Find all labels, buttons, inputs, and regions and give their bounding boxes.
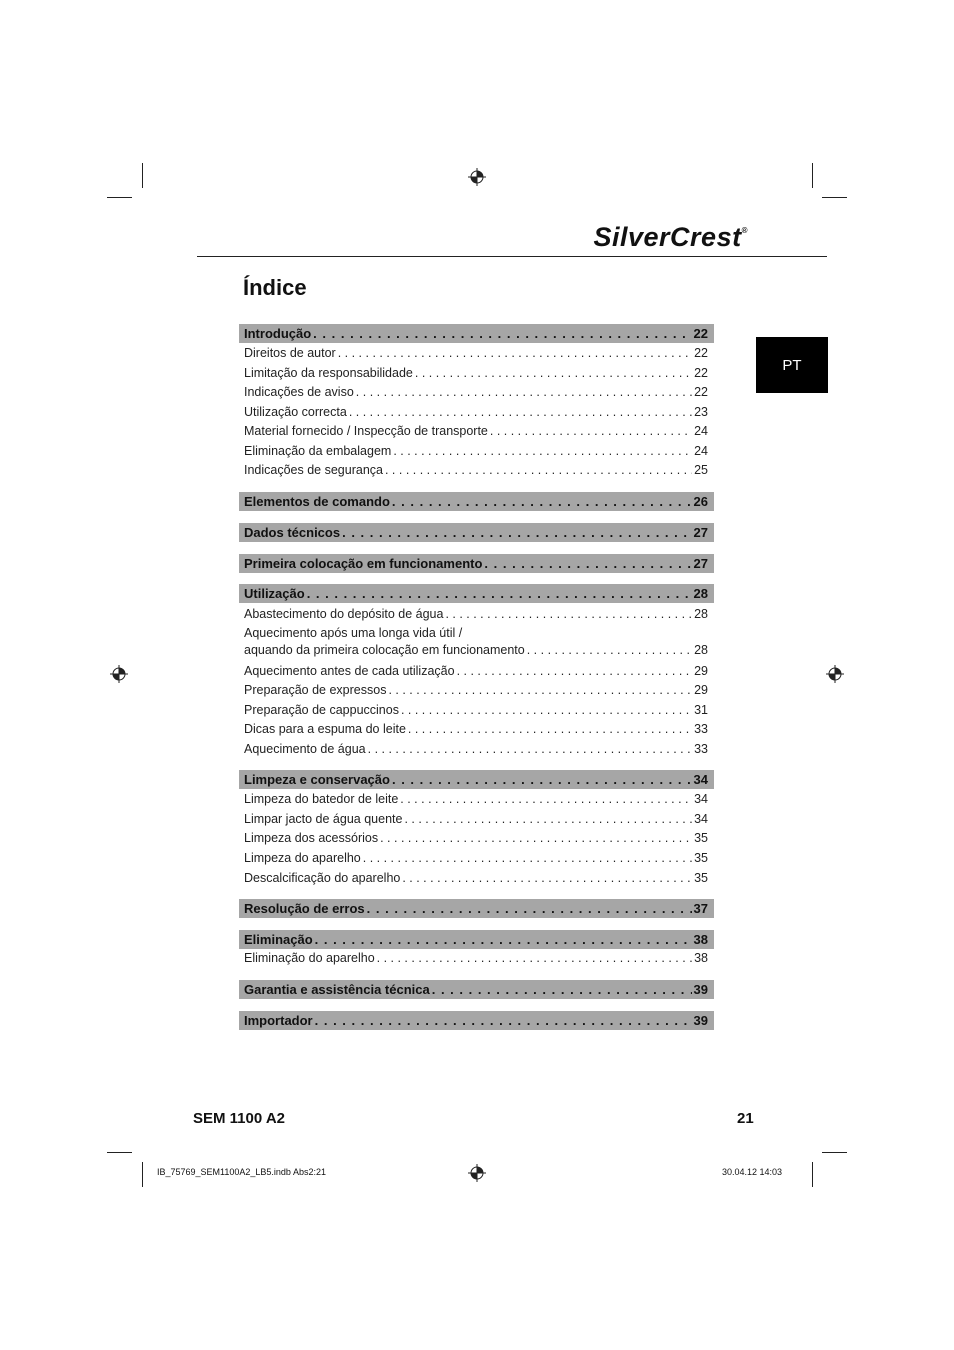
model-number: SEM 1100 A2 bbox=[193, 1110, 285, 1127]
toc-leader-dots bbox=[315, 1013, 692, 1028]
toc-leader-dots bbox=[313, 326, 691, 341]
crop-mark bbox=[107, 197, 132, 198]
crop-mark bbox=[812, 1162, 813, 1187]
toc-leader-dots bbox=[527, 643, 692, 657]
toc-label: Utilização correcta bbox=[244, 405, 347, 419]
page-number: 21 bbox=[737, 1110, 754, 1127]
toc-page-number: 28 bbox=[694, 643, 708, 657]
toc-leader-dots bbox=[307, 586, 692, 601]
toc-page-number: 26 bbox=[693, 494, 708, 509]
toc-label: Material fornecido / Inspecção de transporte bbox=[244, 424, 488, 438]
toc-label: Limitação da responsabilidade bbox=[244, 366, 413, 380]
toc-label: Eliminação da embalagem bbox=[244, 444, 392, 458]
crop-mark bbox=[142, 1162, 143, 1187]
page-title: Índice bbox=[243, 275, 307, 300]
toc-page-number: 38 bbox=[694, 951, 708, 965]
toc-page-number: 35 bbox=[694, 871, 708, 885]
print-date-info: 30.04.12 14:03 bbox=[722, 1167, 783, 1177]
toc-page-number: 39 bbox=[693, 982, 708, 997]
toc-entry-label-line: Aquecimento após uma longa vida útil / bbox=[244, 626, 463, 640]
toc-entry-row bbox=[239, 683, 714, 701]
toc-label: Resolução de erros bbox=[244, 901, 365, 916]
toc-leader-dots bbox=[402, 871, 692, 885]
toc-page-number: 28 bbox=[693, 586, 708, 601]
toc-section-row bbox=[239, 554, 714, 573]
toc-entry-row bbox=[239, 792, 714, 810]
toc-page-number: 33 bbox=[694, 722, 708, 736]
toc-label: Limpeza do batedor de leite bbox=[244, 792, 399, 806]
toc-entry-row bbox=[239, 643, 714, 661]
toc-leader-dots bbox=[393, 444, 692, 458]
toc-page-number: 29 bbox=[694, 664, 708, 678]
toc-leader-dots bbox=[363, 851, 692, 865]
registration-mark-icon bbox=[826, 665, 844, 683]
toc-page-number: 27 bbox=[693, 525, 708, 540]
toc-page-number: 22 bbox=[693, 326, 708, 341]
toc-label: Importador bbox=[244, 1013, 313, 1028]
toc-entry-row bbox=[239, 871, 714, 889]
toc-label: Elementos de comando bbox=[244, 494, 390, 509]
toc-entry-row bbox=[239, 951, 714, 969]
toc-entry-row bbox=[239, 851, 714, 869]
toc-leader-dots bbox=[385, 463, 692, 477]
toc-page-number: 34 bbox=[694, 812, 708, 826]
toc-leader-dots bbox=[415, 366, 692, 380]
toc-entry-row bbox=[239, 385, 714, 403]
toc-page-number: 34 bbox=[694, 792, 708, 806]
toc-label: Indicações de aviso bbox=[244, 385, 354, 399]
toc-section-row bbox=[239, 980, 714, 999]
toc-label: Introdução bbox=[244, 326, 312, 341]
crop-mark bbox=[822, 197, 847, 198]
toc-label: Aquecimento de água bbox=[244, 742, 366, 756]
toc-label: Aquecimento antes de cada utilização bbox=[244, 664, 455, 678]
toc-page-number: 25 bbox=[694, 463, 708, 477]
toc-entry-row bbox=[239, 703, 714, 721]
toc-entry-row bbox=[239, 722, 714, 740]
toc-leader-dots bbox=[401, 703, 692, 717]
toc-entry-row bbox=[239, 424, 714, 442]
toc-page-number: 34 bbox=[693, 772, 708, 787]
toc-leader-dots bbox=[392, 494, 692, 509]
toc-leader-dots bbox=[367, 901, 692, 916]
toc-leader-dots bbox=[457, 664, 693, 678]
toc-section-row bbox=[239, 930, 714, 949]
crop-mark bbox=[812, 163, 813, 188]
toc-entry-row bbox=[239, 742, 714, 760]
crop-mark bbox=[142, 163, 143, 188]
brand-logo bbox=[594, 222, 749, 253]
registration-mark-icon bbox=[468, 168, 486, 186]
toc-section-row bbox=[239, 324, 714, 343]
toc-leader-dots bbox=[377, 951, 692, 965]
toc-label: Dados técnicos bbox=[244, 525, 341, 540]
toc-label: Limpeza dos acessórios bbox=[244, 831, 379, 845]
toc-page-number: 31 bbox=[694, 703, 708, 717]
toc-page-number: 33 bbox=[694, 742, 708, 756]
toc-leader-dots bbox=[490, 424, 692, 438]
toc-entry-row bbox=[239, 366, 714, 384]
toc-entry-row bbox=[239, 463, 714, 481]
toc-page-number: 23 bbox=[694, 405, 708, 419]
toc-page-number: 28 bbox=[694, 607, 708, 621]
toc-entry-row bbox=[239, 812, 714, 830]
toc-leader-dots bbox=[349, 405, 692, 419]
toc-entry-row bbox=[239, 405, 714, 423]
toc-label: Garantia e assistência técnica bbox=[244, 982, 430, 997]
toc-leader-dots bbox=[432, 982, 692, 997]
crop-mark bbox=[822, 1152, 847, 1153]
toc-section-row bbox=[239, 899, 714, 918]
language-tab: PT bbox=[756, 337, 828, 393]
toc-page-number: 35 bbox=[694, 831, 708, 845]
toc-entry-row bbox=[239, 607, 714, 625]
print-file-info: IB_75769_SEM1100A2_LB5.indb Abs2:21 bbox=[157, 1167, 326, 1177]
toc-leader-dots bbox=[315, 932, 692, 947]
toc-leader-dots bbox=[392, 772, 692, 787]
toc-page-number: 38 bbox=[693, 932, 708, 947]
toc-label: Limpar jacto de água quente bbox=[244, 812, 403, 826]
brand-name: SilverCrest bbox=[593, 222, 742, 252]
toc-leader-dots bbox=[368, 742, 692, 756]
toc-leader-dots bbox=[445, 607, 692, 621]
toc-label: Eliminação bbox=[244, 932, 313, 947]
toc-section-row bbox=[239, 523, 714, 542]
toc-leader-dots bbox=[356, 385, 692, 399]
toc-page-number: 29 bbox=[694, 683, 708, 697]
crop-mark bbox=[107, 1152, 132, 1153]
toc-page-number: 22 bbox=[694, 346, 708, 360]
toc-leader-dots bbox=[408, 722, 692, 736]
trademark-symbol: ® bbox=[741, 226, 748, 235]
toc-leader-dots bbox=[484, 556, 691, 571]
toc-label: Limpeza e conservação bbox=[244, 772, 390, 787]
toc-label: Primeira colocação em funcionamento bbox=[244, 556, 483, 571]
toc-section-row bbox=[239, 492, 714, 511]
toc-label: Preparação de expressos bbox=[244, 683, 387, 697]
toc-entry-row bbox=[239, 346, 714, 364]
toc-leader-dots bbox=[380, 831, 692, 845]
registration-mark-icon bbox=[110, 665, 128, 683]
toc-page-number: 35 bbox=[694, 851, 708, 865]
toc-page-number: 39 bbox=[693, 1013, 708, 1028]
toc-label: Eliminação do aparelho bbox=[244, 951, 375, 965]
toc-leader-dots bbox=[404, 812, 692, 826]
toc-leader-dots bbox=[338, 346, 692, 360]
toc-label: aquando da primeira colocação em funcionamento bbox=[244, 643, 525, 657]
toc-label: Direitos de autor bbox=[244, 346, 336, 360]
toc-leader-dots bbox=[400, 792, 692, 806]
toc-label: Dicas para a espuma do leite bbox=[244, 722, 406, 736]
toc-page-number: 37 bbox=[693, 901, 708, 916]
toc-label: Preparação de cappuccinos bbox=[244, 703, 399, 717]
toc-section-row bbox=[239, 770, 714, 789]
toc-leader-dots bbox=[342, 525, 691, 540]
header-rule bbox=[197, 256, 827, 257]
toc-page-number: 24 bbox=[694, 444, 708, 458]
toc-label: Utilização bbox=[244, 586, 305, 601]
toc-label: Descalcificação do aparelho bbox=[244, 871, 401, 885]
toc-label: Abastecimento do depósito de água bbox=[244, 607, 444, 621]
toc-page-number: 22 bbox=[694, 366, 708, 380]
toc-page-number: 22 bbox=[694, 385, 708, 399]
toc-entry-row bbox=[239, 444, 714, 462]
toc-entry-row bbox=[239, 664, 714, 682]
toc-label: Limpeza do aparelho bbox=[244, 851, 361, 865]
toc-section-row bbox=[239, 584, 714, 603]
registration-mark-icon bbox=[468, 1164, 486, 1182]
toc-leader-dots bbox=[388, 683, 692, 697]
toc-section-row bbox=[239, 1011, 714, 1030]
toc-entry-row bbox=[239, 831, 714, 849]
toc-page-number: 24 bbox=[694, 424, 708, 438]
toc-label: Indicações de segurança bbox=[244, 463, 383, 477]
toc-page-number: 27 bbox=[693, 556, 708, 571]
